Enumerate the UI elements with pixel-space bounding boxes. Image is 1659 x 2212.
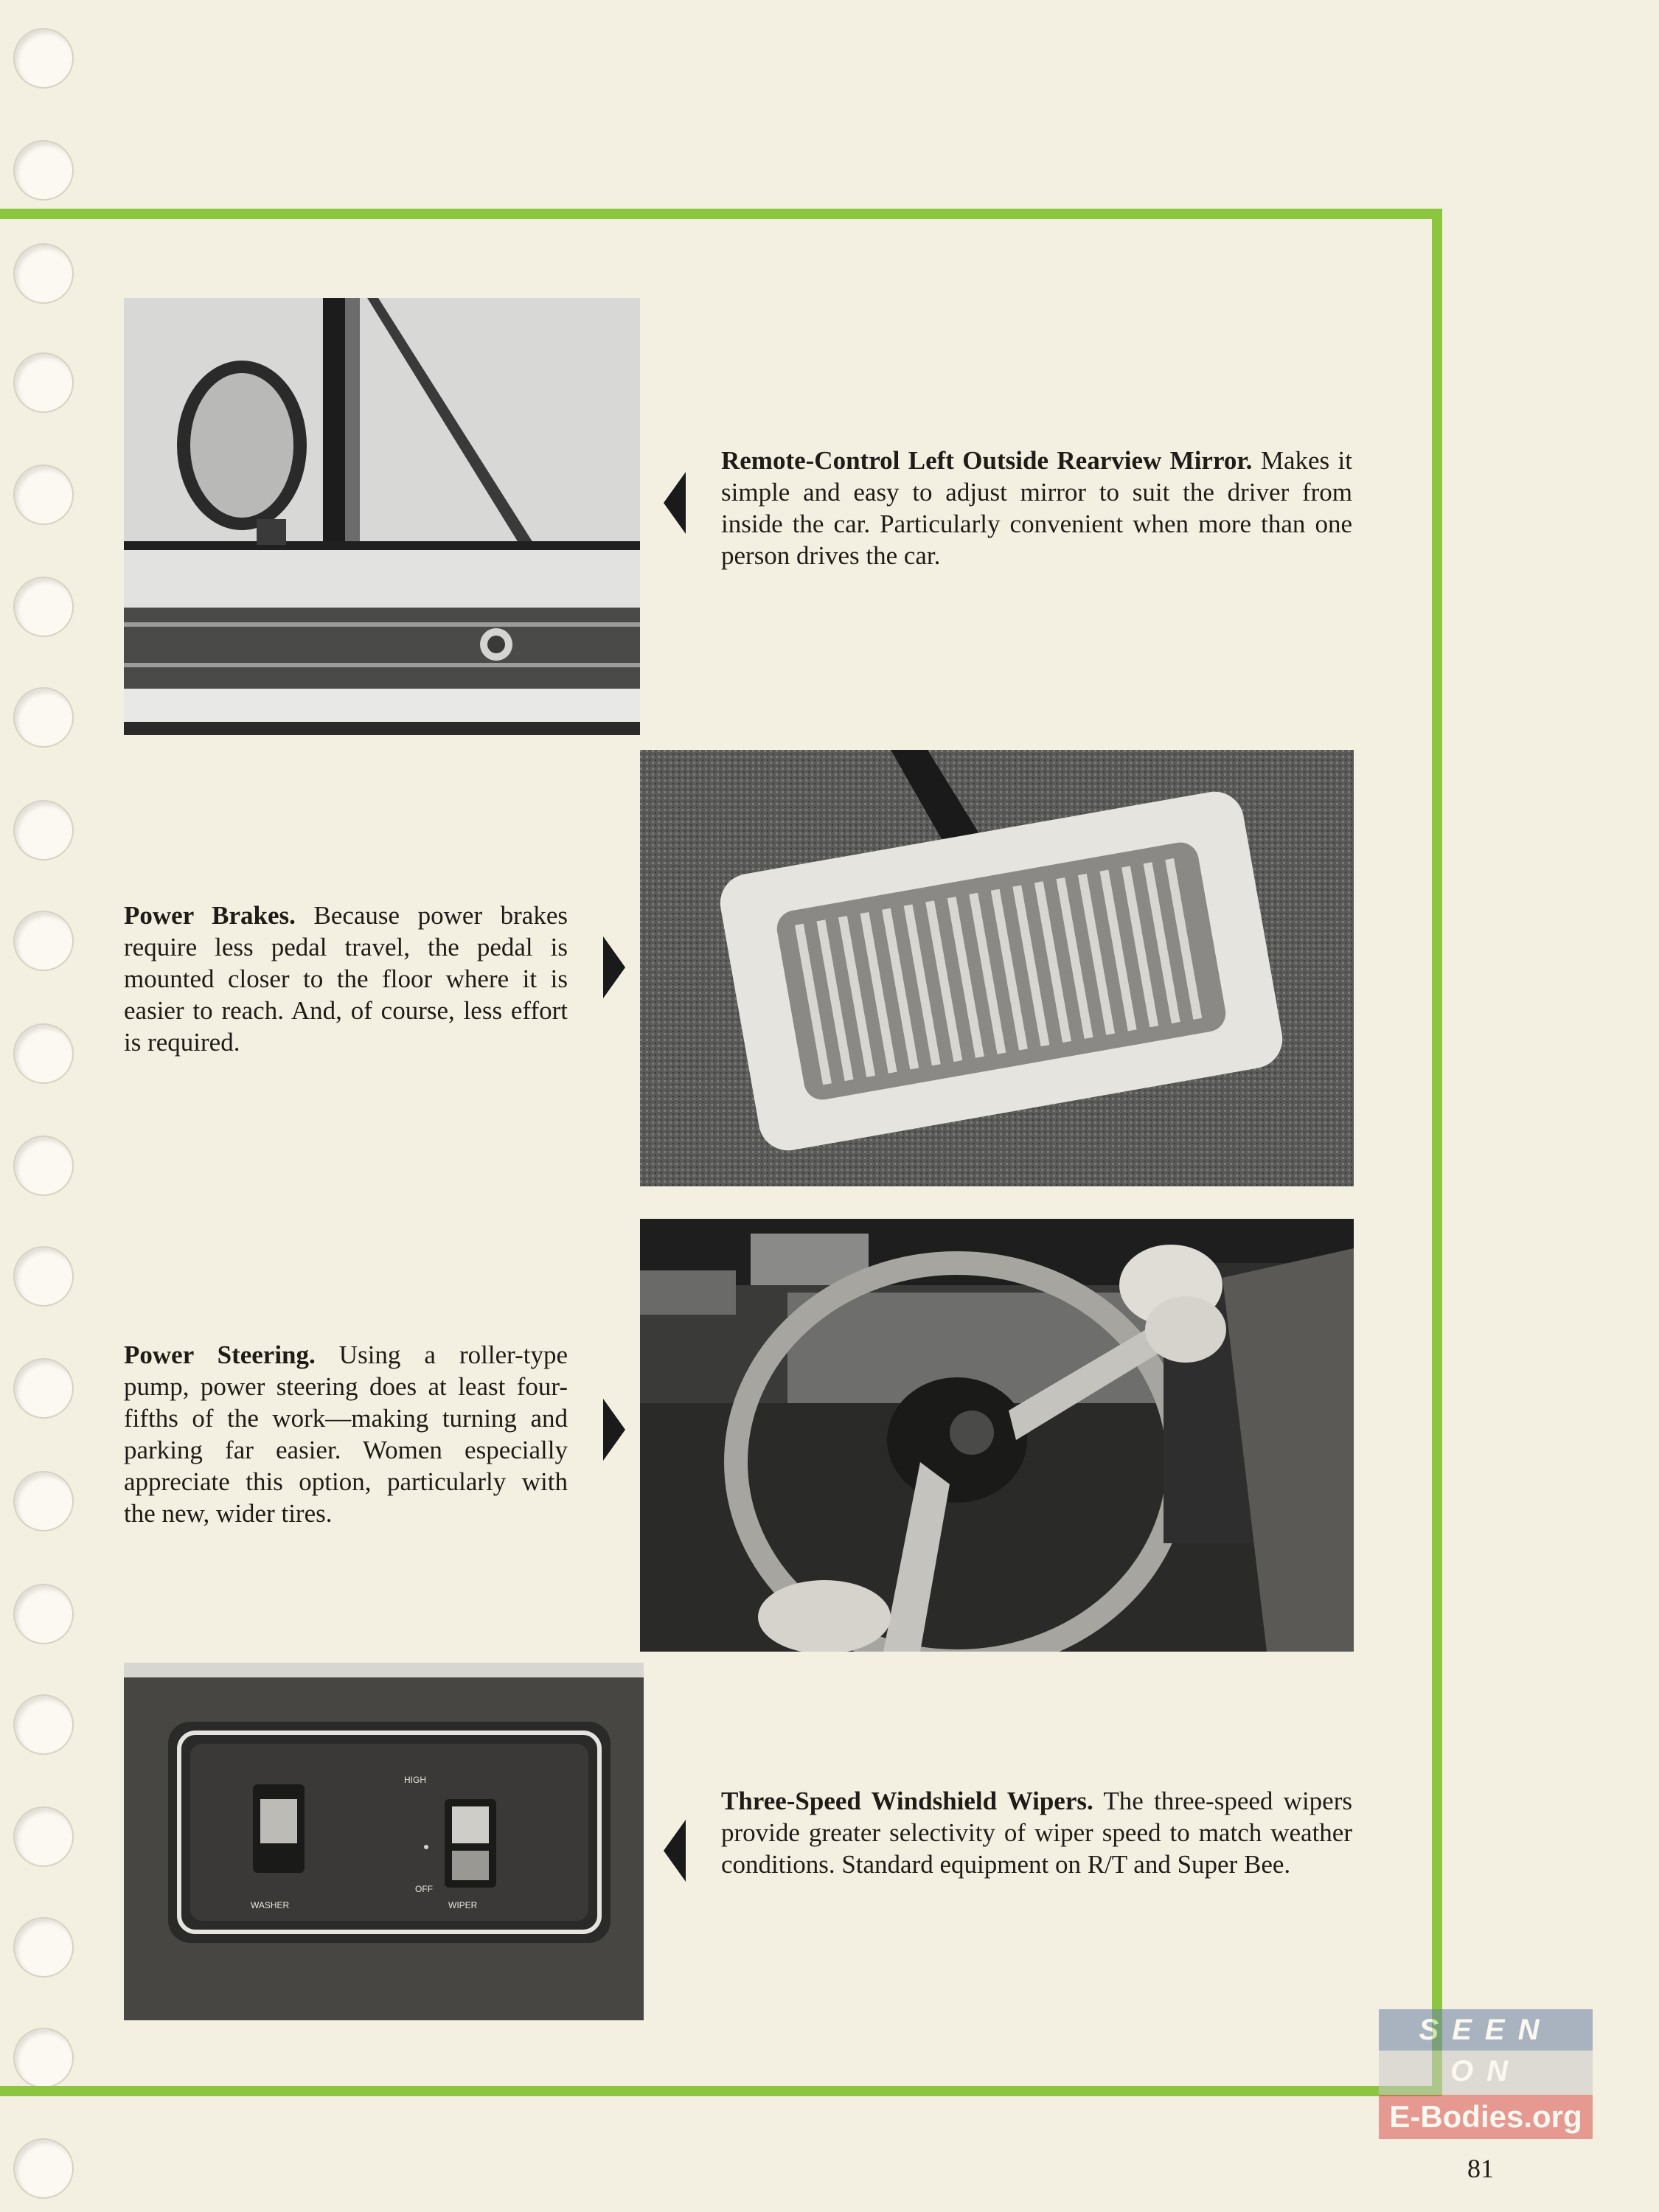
binder-hole <box>13 911 74 971</box>
wiper-switch-photo <box>124 1663 644 2020</box>
brakes-body: Because power brakes require less pedal travel, the pedal is mounted closer to the floor where it is easier to reach. And, of course, less effort is required. <box>124 901 568 1057</box>
binder-hole <box>13 1694 74 1755</box>
binder-hole <box>13 687 74 748</box>
mirror-heading: Remote-Control Left Outside Rearview Mirror. <box>721 446 1253 475</box>
binder-hole <box>13 2028 74 2088</box>
wipers-heading: Three-Speed Windshield Wipers. <box>721 1787 1093 1815</box>
binder-hole <box>13 1358 74 1419</box>
wipers-body: The three-speed wipers provide greater selectivity of wiper speed to match weather conditions. Standard equipment on R/T and Super Bee. <box>721 1787 1352 1879</box>
pointer-arrow-right <box>603 936 625 998</box>
binder-hole <box>13 1471 74 1531</box>
binder-hole <box>13 577 74 637</box>
mirror-photo <box>124 298 640 735</box>
binder-hole <box>13 1806 74 1867</box>
binder-hole <box>13 1023 74 1084</box>
steering-body: Using a roller-type pump, power steering does at least four-fifths of the work—making turning and parking far easier. Women especially appreciate this option, particularly with the new, wider tires. <box>124 1340 568 1528</box>
mirror-caption <box>721 445 1352 571</box>
frame-bottom-border <box>0 2086 1442 2096</box>
pointer-arrow-left <box>664 1820 686 1882</box>
seen-on-ebodies-watermark <box>1379 2009 1593 2146</box>
brake-pedal-photo <box>640 750 1354 1186</box>
watermark-line2: E-Bodies.org <box>1379 2095 1593 2139</box>
steering-caption <box>124 1339 568 1529</box>
binder-hole <box>13 140 74 201</box>
binder-hole <box>13 1584 74 1644</box>
watermark-line1: SEEN ON <box>1379 2009 1593 2051</box>
brakes-caption <box>124 900 568 1058</box>
wiper-label-wiper: WIPER <box>448 1900 478 1910</box>
frame-right-border <box>1432 209 1442 2096</box>
binder-holes <box>0 0 81 2212</box>
binder-hole <box>13 352 74 413</box>
binder-hole <box>13 28 74 88</box>
wiper-label-high: HIGH <box>404 1775 426 1785</box>
binder-hole <box>13 2138 74 2199</box>
frame-top-border <box>0 209 1442 219</box>
binder-hole <box>13 1135 74 1196</box>
binder-hole <box>13 243 74 304</box>
steering-heading: Power Steering. <box>124 1340 316 1369</box>
steering-wheel-photo <box>640 1219 1354 1652</box>
wipers-caption <box>721 1785 1352 1880</box>
mirror-body: Makes it simple and easy to adjust mirror to suit the driver from inside the car. Particularly convenient when more than one person drives the car. <box>721 446 1352 570</box>
wiper-label-off: OFF <box>415 1884 433 1894</box>
page-number: 81 <box>1467 2154 1494 2183</box>
binder-hole <box>13 1917 74 1978</box>
brakes-heading: Power Brakes. <box>124 901 296 930</box>
pointer-arrow-right <box>603 1399 625 1461</box>
wiper-label-washer: WASHER <box>251 1900 290 1910</box>
pointer-arrow-left <box>664 472 686 534</box>
binder-hole <box>13 800 74 860</box>
binder-hole <box>13 465 74 525</box>
binder-hole <box>13 1246 74 1307</box>
